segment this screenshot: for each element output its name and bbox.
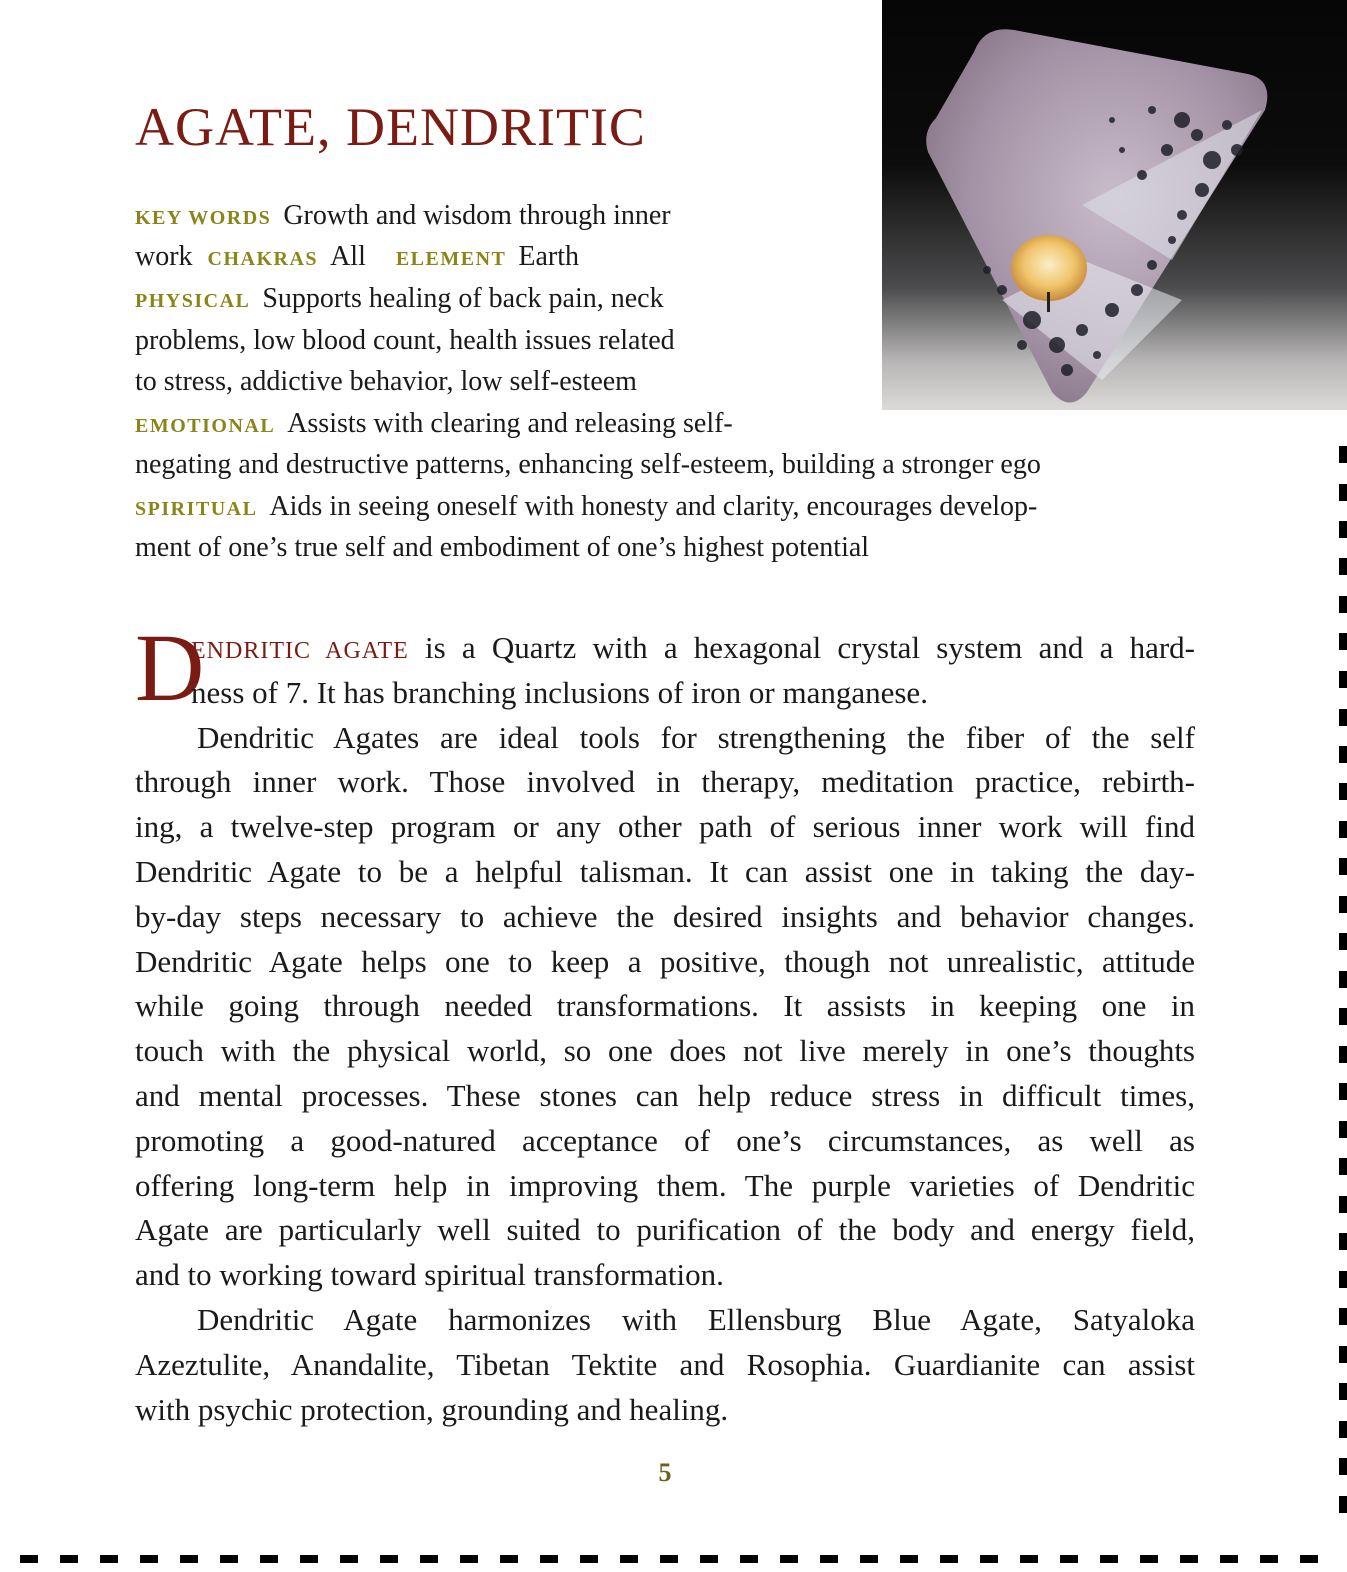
paragraph-line: Dendritic Agate helps one to keep a positive, though not unrealistic, attitude [135,943,1195,979]
edge-mark [1339,1496,1347,1513]
edge-mark [1100,1555,1118,1563]
edge-mark [1339,1308,1347,1325]
edge-mark [740,1555,758,1563]
edge-mark [220,1555,238,1563]
edge-mark [180,1555,198,1563]
key-words-label: KEY WORDS [135,207,272,229]
edge-mark [1339,484,1347,501]
edge-mark [1339,896,1347,913]
edge-mark [980,1555,998,1563]
edge-mark [1339,783,1347,800]
edge-mark [1339,709,1347,726]
paragraph-line: and to working toward spiritual transformation. [135,1257,724,1293]
page-title: AGATE, DENDRITIC [135,97,646,157]
edge-mark [780,1555,798,1563]
edge-mark [580,1555,598,1563]
spiritual-text: Aids in seeing oneself with honesty and clarity, encourages develop- [269,491,1038,522]
edge-mark [1339,1008,1347,1025]
paragraph-line: promoting a good-natured acceptance of one’s circumstances, as well as [135,1122,1195,1158]
edge-mark [140,1555,158,1563]
edge-mark [260,1555,278,1563]
edge-mark [620,1555,638,1563]
edge-mark [100,1555,118,1563]
paragraph-line: and mental processes. These stones can help reduce stress in difficult times, [135,1077,1195,1113]
edge-mark [1339,1421,1347,1438]
edge-mark [20,1555,38,1563]
paragraph-line: Dendritic Agates are ideal tools for strengthening the fiber of the self [197,719,1195,755]
edge-mark [340,1555,358,1563]
edge-mark [1140,1555,1158,1563]
edge-mark [900,1555,918,1563]
emotional-text: Assists with clearing and releasing self- [287,408,733,439]
key-words-text-continued: work [135,241,193,272]
spiritual-text-line: ment of one’s true self and embodiment of one’s highest potential [135,532,870,563]
paragraph-line: while going through needed transformations. It assists in keeping one in [135,988,1195,1024]
edge-mark [1339,1083,1347,1100]
edge-mark [1220,1555,1238,1563]
edge-mark [700,1555,718,1563]
edge-mark [1339,671,1347,688]
paragraph-line: by-day steps necessary to achieve the desired insights and behavior changes. [135,898,1195,934]
element-value: Earth [518,241,580,272]
paragraph-line: offering long-term help in improving them. The purple varieties of Dendritic [135,1167,1195,1203]
edge-mark [1339,446,1347,463]
paragraph-line: Dendritic Agate to be a helpful talisman. It can assist one in taking the day- [135,853,1195,889]
chakras-element-line [135,236,579,281]
drop-cap: D [135,614,205,721]
paragraph-line: Agate are particularly well suited to purification of the body and energy field, [135,1212,1195,1248]
edge-mark [1180,1555,1198,1563]
emotional-text-line: negating and destructive patterns, enhancing self-esteem, building a stronger ego [135,449,1041,480]
edge-mark [1339,521,1347,538]
edge-mark [1300,1555,1318,1563]
edge-mark [1339,633,1347,650]
edge-mark [1339,558,1347,575]
physical-text-line: problems, low blood count, health issues related [135,325,675,356]
edge-mark [300,1555,318,1563]
edge-mark [1339,746,1347,763]
edge-mark [1339,596,1347,613]
body-text [135,614,1195,1432]
edge-mark [1339,1271,1347,1288]
edge-mark [540,1555,558,1563]
dendritic-agate-photo [882,0,1347,410]
edge-mark [1339,1346,1347,1363]
edge-mark [1339,1046,1347,1063]
spiritual-label: SPIRITUAL [135,498,258,520]
edge-mark [860,1555,878,1563]
physical-label: PHYSICAL [135,290,251,312]
edge-mark [1339,858,1347,875]
physical-text: Supports healing of back pain, neck [262,283,664,314]
edge-mark [1020,1555,1038,1563]
edge-mark [660,1555,678,1563]
edge-mark [460,1555,478,1563]
paragraph-line: Azeztulite, Anandalite, Tibetan Tektite and Rosophia. Guardianite can assist [135,1346,1195,1382]
paragraph-line: ness of 7. It has branching inclusions of iron or manganese. [191,674,928,710]
edge-mark [500,1555,518,1563]
edge-mark [380,1555,398,1563]
physical-text-line: to stress, addictive behavior, low self-esteem [135,366,637,397]
chakras-label: CHAKRAS [207,248,319,270]
edge-mark [1339,933,1347,950]
paragraph-line: touch with the physical world, so one does not live merely in one’s thoughts [135,1033,1195,1069]
physical-line [135,278,664,323]
edge-mark [1339,821,1347,838]
chakras-value: All [330,241,366,272]
emotional-line [135,403,733,448]
paragraph-line [135,626,1195,671]
edge-mark [820,1555,838,1563]
edge-mark [1339,1196,1347,1213]
element-label: ELEMENT [395,248,507,270]
edge-mark [1260,1555,1278,1563]
spiritual-line [135,486,1037,531]
edge-mark [1339,971,1347,988]
edge-mark [1339,1158,1347,1175]
lead-small-caps: ENDRITIC AGATE [191,638,409,664]
paragraph-line: Dendritic Agate harmonizes with Ellensburg Blue Agate, Satyaloka [197,1301,1195,1337]
paragraph-line: with psychic protection, grounding and healing. [135,1391,729,1427]
edge-mark [1339,1233,1347,1250]
edge-mark [940,1555,958,1563]
edge-mark [1060,1555,1078,1563]
key-words-text: Growth and wisdom through inner [283,200,671,231]
edge-mark [420,1555,438,1563]
edge-mark [60,1555,78,1563]
key-words-line [135,195,671,240]
edge-mark [1339,1383,1347,1400]
paragraph-text: is a Quartz with a hexagonal crystal system and a hard- [425,630,1195,665]
emotional-label: EMOTIONAL [135,415,276,437]
paragraph-line: through inner work. Those involved in therapy, meditation practice, rebirth- [135,764,1195,800]
edge-mark [1339,1121,1347,1138]
page-number: 5 [658,1458,672,1487]
edge-mark [1339,1458,1347,1475]
paragraph-line: ing, a twelve-step program or any other path of serious inner work will find [135,809,1195,845]
